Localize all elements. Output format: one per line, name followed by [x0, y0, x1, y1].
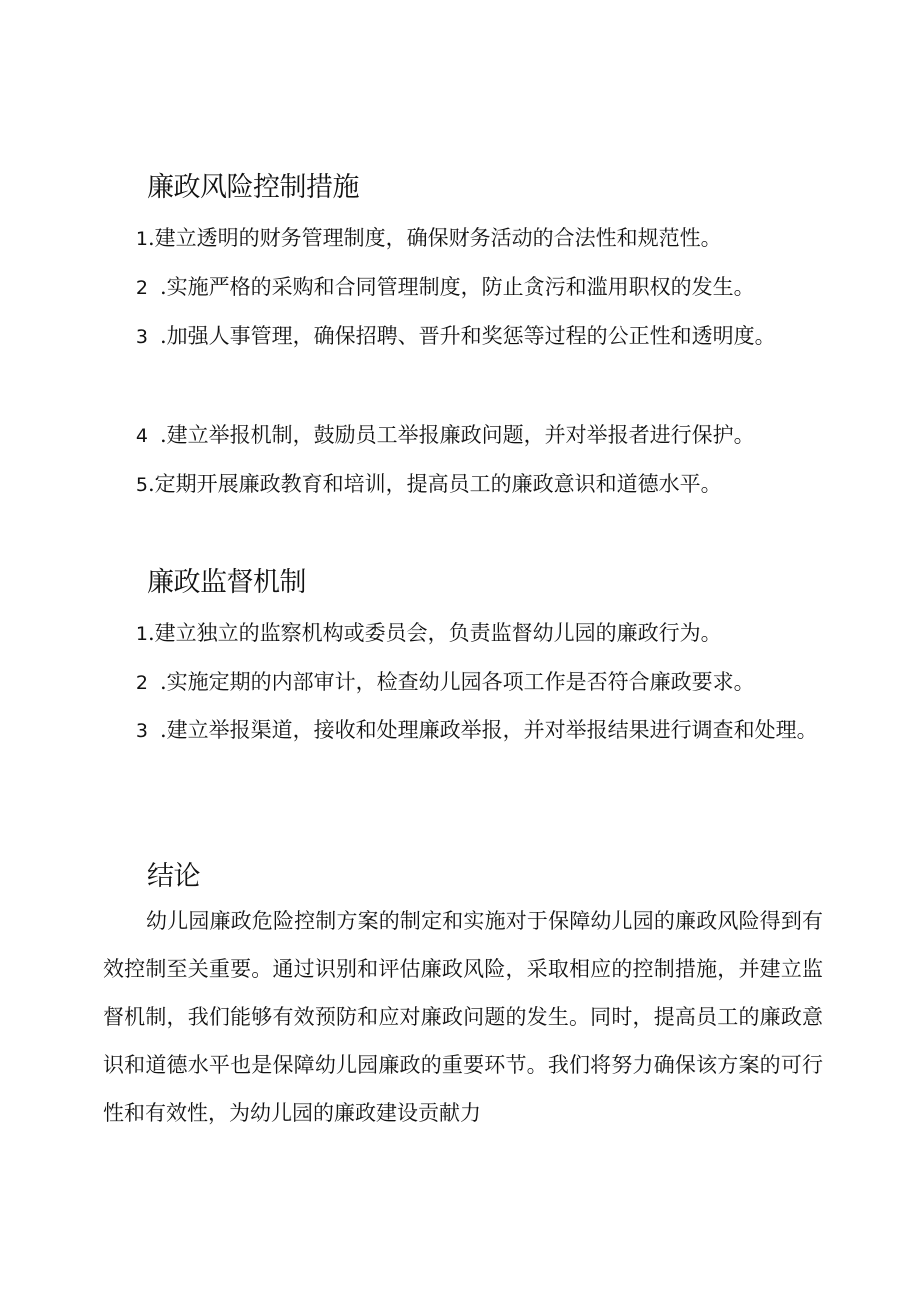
list-item-number: 2 — [135, 277, 148, 299]
list-item-text: .建立透明的财务管理制度，确保财务活动的合法性和规范性。 — [148, 226, 722, 250]
list-item — [103, 610, 823, 658]
list-item-number: 4 — [135, 425, 148, 447]
list-item-text: .实施定期的内部审计，检查幼儿园各项工作是否符合廉政要求。 — [160, 670, 755, 694]
list-item — [103, 264, 823, 312]
list-item-number: 3 — [135, 720, 148, 742]
conclusion-paragraph: 幼儿园廉政危险控制方案的制定和实施对于保障幼儿园的廉政风险得到有效控制至关重要。通过识别和评估廉政风险，采取相应的控制措施，并建立监督机制，我们能够有效预防和应对廉政问题的发生。同时，提高员工的廉政意识和道德水平也是保障幼儿园廉政的重要环节。我们将努力确保该方案的可行性和有效性，为幼儿园的廉政建设贡献力 — [103, 909, 823, 1125]
section-title-controls: 廉政风险控制措施 — [147, 172, 359, 203]
list-item-text: .建立举报机制，鼓励员工举报廉政问题，并对举报者进行保护。 — [160, 423, 755, 447]
list-item — [103, 412, 823, 460]
list-item-text: .建立举报渠道，接收和处理廉政举报，并对举报结果进行调查和处理。 — [160, 718, 818, 742]
list-item — [103, 461, 823, 509]
list-item — [103, 215, 823, 263]
section-title-conclusion: 结论 — [147, 861, 200, 892]
list-item — [103, 707, 823, 755]
list-item-text: .实施严格的采购和合同管理制度，防止贪污和滥用职权的发生。 — [160, 275, 755, 299]
list-item-number: 3 — [135, 326, 148, 348]
section-title-supervision: 廉政监督机制 — [147, 567, 306, 598]
list-item — [103, 313, 823, 361]
list-item-number: 1 — [135, 623, 148, 645]
list-item-text: .建立独立的监察机构或委员会，负责监督幼儿园的廉政行为。 — [148, 621, 722, 645]
list-item-number: 1 — [135, 228, 148, 250]
list-item-text: .定期开展廉政教育和培训，提高员工的廉政意识和道德水平。 — [148, 472, 722, 496]
list-item-number: 5 — [135, 474, 148, 496]
list-item-number: 2 — [135, 672, 148, 694]
list-item — [103, 659, 823, 707]
list-item-text: .加强人事管理，确保招聘、晋升和奖惩等过程的公正性和透明度。 — [160, 324, 776, 348]
